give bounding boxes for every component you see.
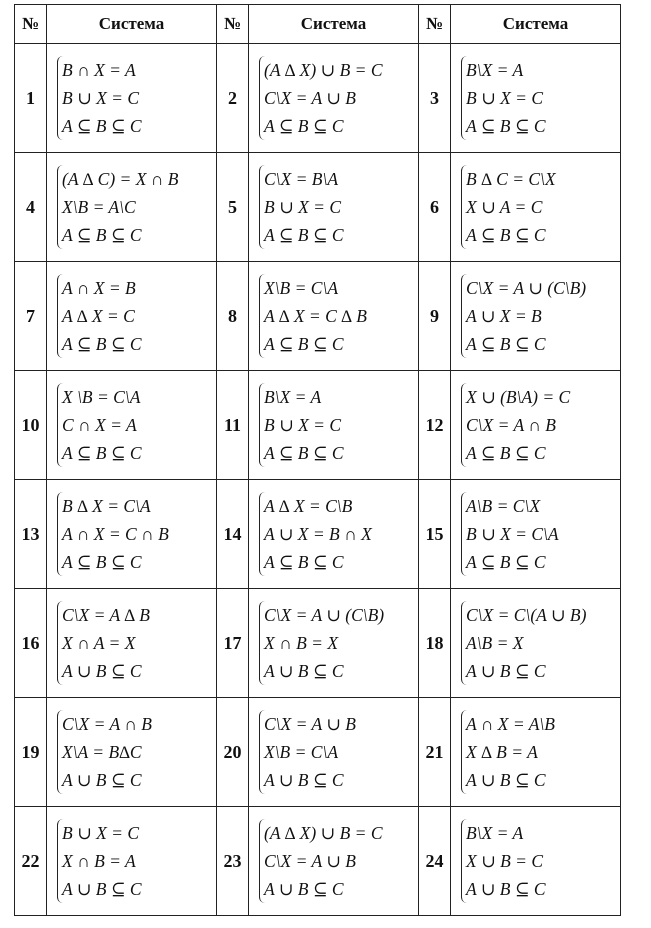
equation: X ∪ A = C xyxy=(466,197,543,217)
equation: A\B = C\X xyxy=(466,496,541,516)
system-cell xyxy=(249,371,419,480)
equation: X ∩ B = A xyxy=(62,851,136,871)
equation-system xyxy=(461,165,620,249)
equation: B ∪ X = C xyxy=(62,88,140,108)
equation: A ⊆ B ⊆ C xyxy=(62,443,142,463)
variant-number: 12 xyxy=(419,371,451,480)
table-row xyxy=(15,589,621,698)
equation: C\X = A ∪ (C\B) xyxy=(264,605,385,625)
variant-number: 3 xyxy=(419,44,451,153)
equation: C\X = A ∪ B xyxy=(264,851,356,871)
system-cell xyxy=(451,480,621,589)
variant-number: 20 xyxy=(217,698,249,807)
variant-number: 13 xyxy=(15,480,47,589)
equation-system xyxy=(461,383,620,467)
system-cell xyxy=(249,589,419,698)
equation: A ∪ B ⊆ C xyxy=(264,661,344,681)
system-cell xyxy=(249,480,419,589)
table-row xyxy=(15,44,621,153)
variant-number: 9 xyxy=(419,262,451,371)
variant-number: 18 xyxy=(419,589,451,698)
system-cell xyxy=(47,589,217,698)
equation: A ⊆ B ⊆ C xyxy=(264,443,344,463)
equation: C\X = A ∪ (C\B) xyxy=(466,278,587,298)
system-cell xyxy=(451,589,621,698)
equation-system xyxy=(259,710,418,794)
system-cell xyxy=(47,371,217,480)
equation-system xyxy=(259,492,418,576)
equation-system xyxy=(461,710,620,794)
variant-number: 2 xyxy=(217,44,249,153)
equation: C\X = C\(A ∪ B) xyxy=(466,605,587,625)
variant-number: 10 xyxy=(15,371,47,480)
table-row xyxy=(15,153,621,262)
table-row xyxy=(15,807,621,916)
equation-system xyxy=(57,601,216,685)
system-cell xyxy=(249,262,419,371)
equation: X ∩ A = X xyxy=(62,633,136,653)
table-row xyxy=(15,698,621,807)
system-cell xyxy=(47,480,217,589)
equation: B\X = A xyxy=(466,823,524,843)
systems-table xyxy=(14,4,621,916)
variant-number: 4 xyxy=(15,153,47,262)
equation: C ∩ X = A xyxy=(62,415,137,435)
variant-number: 24 xyxy=(419,807,451,916)
equation: A ⊆ B ⊆ C xyxy=(466,116,546,136)
variant-number: 11 xyxy=(217,371,249,480)
equation: A ⊆ B ⊆ C xyxy=(264,225,344,245)
equation: X ∪ B = C xyxy=(466,851,544,871)
system-cell xyxy=(451,807,621,916)
equation-system xyxy=(259,383,418,467)
equation: B\X = A xyxy=(466,60,524,80)
equation: X \B = C\A xyxy=(62,387,141,407)
equation: B ∆ C = C\X xyxy=(466,169,556,189)
equation: C\X = A ∪ B xyxy=(264,88,356,108)
equation-system xyxy=(57,274,216,358)
system-cell xyxy=(47,698,217,807)
equation: A ∪ B ⊆ C xyxy=(466,770,546,790)
system-cell xyxy=(451,698,621,807)
equation: A ∪ X = B ∩ X xyxy=(264,524,372,544)
equation-system xyxy=(57,710,216,794)
system-cell xyxy=(451,262,621,371)
equation: A ⊆ B ⊆ C xyxy=(264,116,344,136)
system-cell xyxy=(47,262,217,371)
table-row xyxy=(15,371,621,480)
equation: B ∪ X = C xyxy=(264,197,342,217)
equation: A ∩ X = A\B xyxy=(466,714,555,734)
equation: A ⊆ B ⊆ C xyxy=(466,443,546,463)
variant-number: 22 xyxy=(15,807,47,916)
system-cell xyxy=(451,153,621,262)
equation: A ⊆ B ⊆ C xyxy=(62,225,142,245)
equation: A ∪ B ⊆ C xyxy=(264,770,344,790)
equation-system xyxy=(461,492,620,576)
equation: X\B = C\A xyxy=(264,742,339,762)
system-cell xyxy=(249,698,419,807)
header-row xyxy=(15,5,621,44)
equation: C\X = A ∆ B xyxy=(62,605,150,625)
equation: X ∪ (B\A) = C xyxy=(466,387,571,407)
equation: A ∩ X = B xyxy=(62,278,136,298)
equation: A ∪ B ⊆ C xyxy=(62,661,142,681)
variant-number: 16 xyxy=(15,589,47,698)
equation: A ⊆ B ⊆ C xyxy=(264,552,344,572)
equation: B ∪ X = C xyxy=(62,823,140,843)
equation: A ⊆ B ⊆ C xyxy=(62,552,142,572)
equation: A ⊆ B ⊆ C xyxy=(466,334,546,354)
equation: A ∩ X = C ∩ B xyxy=(62,524,169,544)
equation: A ∪ B ⊆ C xyxy=(62,879,142,899)
variant-number: 5 xyxy=(217,153,249,262)
equation-system xyxy=(461,56,620,140)
equation: A ⊆ B ⊆ C xyxy=(62,116,142,136)
equation-system xyxy=(461,601,620,685)
equation: B ∪ X = C\A xyxy=(466,524,559,544)
header-system: Система xyxy=(451,5,621,44)
equation: B ∪ X = C xyxy=(466,88,544,108)
equation-system xyxy=(259,274,418,358)
variant-number: 21 xyxy=(419,698,451,807)
table-body xyxy=(15,44,621,916)
equation: B ∪ X = C xyxy=(264,415,342,435)
equation: A ∪ B ⊆ C xyxy=(466,661,546,681)
equation: X\A = B∆C xyxy=(62,742,142,762)
system-cell xyxy=(451,44,621,153)
variant-number: 17 xyxy=(217,589,249,698)
equation: A ∪ X = B xyxy=(466,306,542,326)
equation: A ∪ B ⊆ C xyxy=(62,770,142,790)
variant-number: 19 xyxy=(15,698,47,807)
table-row xyxy=(15,262,621,371)
system-cell xyxy=(249,44,419,153)
equation-system xyxy=(57,383,216,467)
equation: (A ∆ X) ∪ B = C xyxy=(264,823,383,843)
equation: B ∩ X = A xyxy=(62,60,136,80)
equation: C\X = B\A xyxy=(264,169,339,189)
system-cell xyxy=(451,371,621,480)
equation: A ⊆ B ⊆ C xyxy=(466,552,546,572)
equation: A ⊆ B ⊆ C xyxy=(62,334,142,354)
equation-system xyxy=(259,601,418,685)
equation: X ∩ B = X xyxy=(264,633,339,653)
equation-system xyxy=(461,274,620,358)
equation: B\X = A xyxy=(264,387,322,407)
equation-system xyxy=(259,165,418,249)
equation: X ∆ B = A xyxy=(466,742,538,762)
equation: (A ∆ C) = X ∩ B xyxy=(62,169,179,189)
variant-number: 14 xyxy=(217,480,249,589)
equation: A ∪ B ⊆ C xyxy=(466,879,546,899)
equation: A ⊆ B ⊆ C xyxy=(264,334,344,354)
equation: B ∆ X = C\A xyxy=(62,496,151,516)
table-row xyxy=(15,480,621,589)
equation: A ⊆ B ⊆ C xyxy=(466,225,546,245)
header-no: № xyxy=(15,5,47,44)
equation-system xyxy=(57,819,216,903)
variant-number: 23 xyxy=(217,807,249,916)
equation: (A ∆ X) ∪ B = C xyxy=(264,60,383,80)
header-system: Система xyxy=(47,5,217,44)
system-cell xyxy=(249,153,419,262)
equation: A ∪ B ⊆ C xyxy=(264,879,344,899)
header-no: № xyxy=(419,5,451,44)
equation: X\B = C\A xyxy=(264,278,339,298)
equation-system xyxy=(57,492,216,576)
equation: A ∆ X = C xyxy=(62,306,135,326)
equation-system xyxy=(259,56,418,140)
equation: A\B = X xyxy=(466,633,524,653)
system-cell xyxy=(47,153,217,262)
equation: C\X = A ∩ B xyxy=(62,714,152,734)
system-cell xyxy=(47,807,217,916)
variant-number: 15 xyxy=(419,480,451,589)
variant-number: 6 xyxy=(419,153,451,262)
system-cell xyxy=(249,807,419,916)
equation: X\B = A\C xyxy=(62,197,136,217)
equation: A ∆ X = C\B xyxy=(264,496,353,516)
system-cell xyxy=(47,44,217,153)
variant-number: 7 xyxy=(15,262,47,371)
equation-system xyxy=(57,56,216,140)
equation-system xyxy=(259,819,418,903)
equation: C\X = A ∪ B xyxy=(264,714,356,734)
equation-system xyxy=(461,819,620,903)
header-no: № xyxy=(217,5,249,44)
equation: A ∆ X = C ∆ B xyxy=(264,306,367,326)
header-system: Система xyxy=(249,5,419,44)
equation: C\X = A ∩ B xyxy=(466,415,556,435)
variant-number: 8 xyxy=(217,262,249,371)
variant-number: 1 xyxy=(15,44,47,153)
equation-system xyxy=(57,165,216,249)
